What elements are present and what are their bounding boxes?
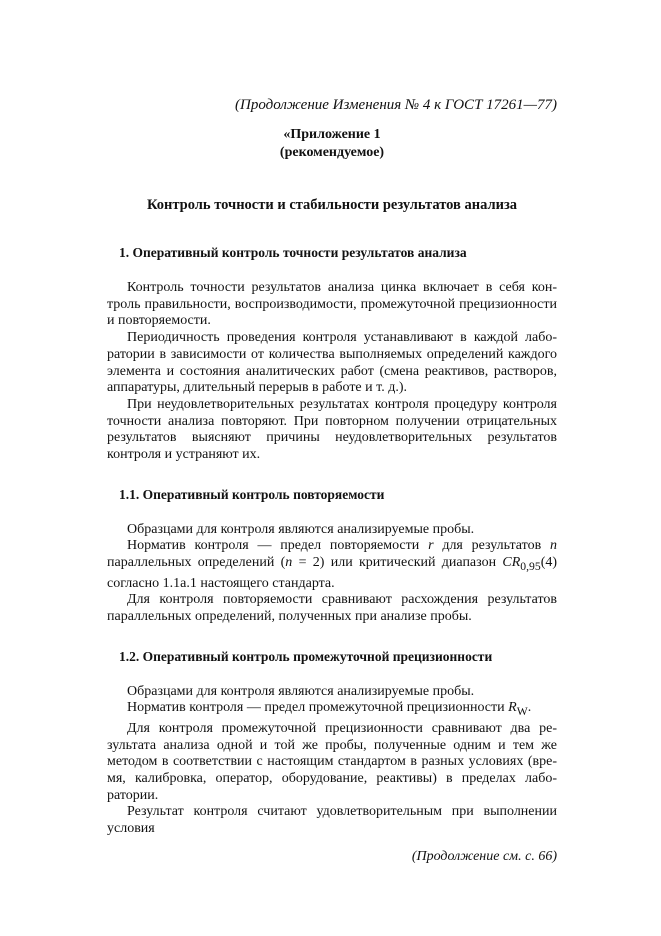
document-page [107,96,557,866]
paragraph: Для контроля промежуточной прецизионности сравнивают два результата анализа одной и той же пробы, полученные одним и тем же методом в соответствии с настоящим стандартом в разных условиях (время, калибровка, оператор, оборудование, реактивы) в пределах лаборатории. [107,720,557,803]
text-run: параллельных определений ( [107,555,286,571]
paragraph: Для контроля повторяемости сравнивают расхождения результатов параллельных определений, полученных при анализе пробы. [107,592,557,625]
symbol-cr-subscript: 0,95 [520,559,541,573]
section-1-2-heading: 1.2. Оперативный контроль промежуточной прецизионности [119,648,493,664]
paragraph: Результат контроля считают удовлетворительным при выполнении условия [107,804,557,837]
text-run: Норматив контроля — предел повторяемости [127,538,429,554]
appendix-heading [107,126,557,162]
appendix-title: «Приложение 1 [283,127,381,142]
text-run: для результатов [433,538,550,554]
continuation-header: (Продолжение Изменения № 4 к ГОСТ 17261—77) [235,97,557,113]
paragraph: Образцами для контроля являются анализируемые пробы. [127,521,475,537]
section-1-heading: 1. Оперативный контроль точности результатов анализа [119,245,467,260]
symbol-r: r [428,538,434,554]
section-1-1-heading: 1.1. Оперативный контроль повторяемости [119,486,385,502]
symbol-n: n [285,555,293,571]
text-run: = 2) или критический диапазон [292,555,503,571]
appendix-subtitle: (рекомендуемое) [279,145,385,160]
paragraph: Контроль точности результатов анализа цинка включает в себя контроль правильности, воспроизводимости, промежуточной прецизионности и повторяемости. [107,280,557,329]
paragraph: Периодичность проведения контроля устанавливают в каждой лаборатории в зависимости от количества выполняемых определений каждого элемента и состояния аналитических работ (смена реактивов, растворов, аппаратуры, длительный перерыв в работе и т. д.). [107,330,557,396]
symbol-n: n [550,538,557,554]
symbol-r-w-subscript: W [516,705,528,719]
text-run: . [527,700,532,716]
continuation-footer: (Продолжение см. с. 66) [411,848,557,864]
text-run: Норматив контроля — предел промежуточной прецизионности [127,700,509,716]
symbol-r-w: R [508,700,517,716]
paragraph-precision-norm [107,700,557,721]
section-1-1-body [107,522,557,626]
symbol-cr: CR [502,555,521,571]
document-title: Контроль точности и стабильности результатов анализа [146,197,518,213]
paragraph: При неудовлетворительных результатах контроля процедуру контроля точности анализа повторяют. При повторном получении отрицательных результатов выясняют причины неудовлетворительных результатов контроля и устраняют их. [107,396,557,463]
paragraph: Образцами для контроля являются анализируемые пробы. [127,683,475,699]
section-1-body [107,280,557,464]
paragraph-repeatability-norm [107,538,557,592]
section-1-2-body [107,684,557,838]
text-run: (4) согласно 1.1а.1 настоящего стандарта. [107,555,558,591]
